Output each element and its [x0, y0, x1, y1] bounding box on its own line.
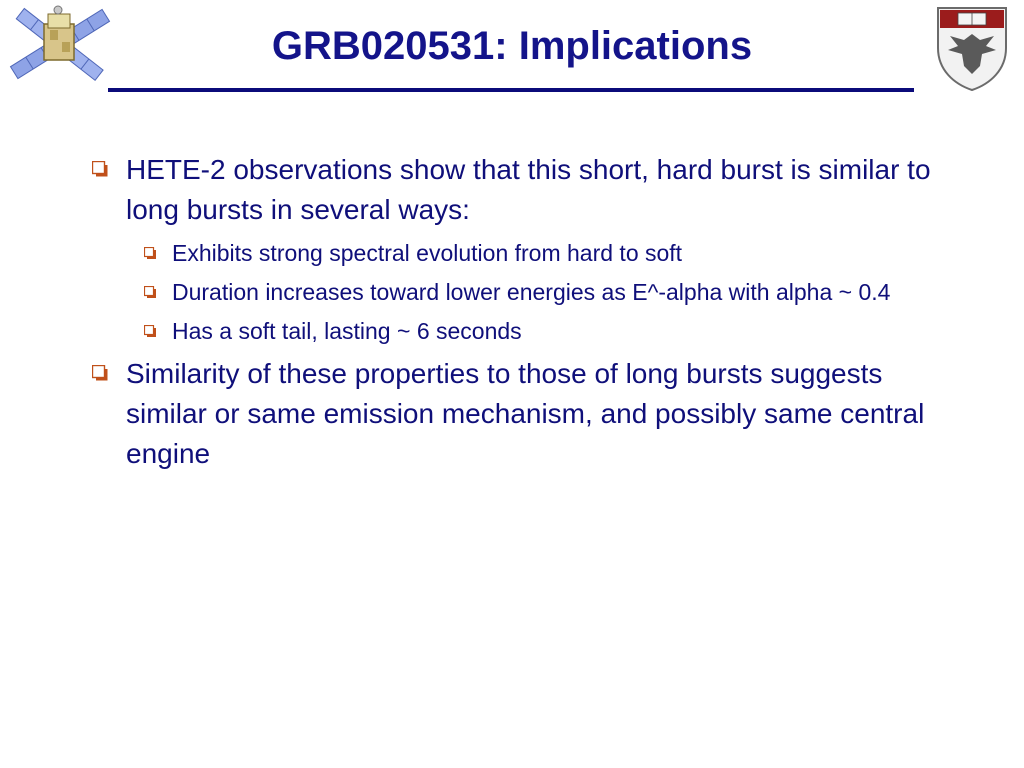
bullet-text: HETE-2 observations show that this short, hard burst is similar to long bursts in several ways: — [126, 154, 931, 225]
sub-bullet-item — [126, 236, 950, 270]
bullet-box-icon — [92, 161, 108, 177]
sub-bullet-text: Duration increases toward lower energies as E^-alpha with alpha ~ 0.4 — [172, 279, 891, 305]
bullet-list — [90, 150, 950, 474]
sub-bullet-item — [126, 314, 950, 348]
bullet-box-icon — [144, 247, 156, 259]
sub-bullet-text: Has a soft tail, lasting ~ 6 seconds — [172, 318, 522, 344]
bullet-text: Similarity of these properties to those of long bursts suggests similar or same emission mechanism, and possibly same central engine — [126, 358, 925, 469]
sub-bullet-item — [126, 275, 950, 309]
bullet-item — [90, 150, 950, 348]
bullet-box-icon — [92, 365, 108, 381]
slide-title: GRB020531: Implications — [271, 24, 753, 68]
sub-bullet-text: Exhibits strong spectral evolution from hard to soft — [172, 240, 683, 266]
bullet-box-icon — [144, 325, 156, 337]
sub-bullet-list — [126, 236, 950, 348]
bullet-item — [90, 354, 950, 474]
bullet-box-icon — [144, 286, 156, 298]
title-underline — [108, 88, 914, 92]
satellite-icon — [0, 0, 118, 88]
university-crest-icon — [934, 4, 1010, 92]
